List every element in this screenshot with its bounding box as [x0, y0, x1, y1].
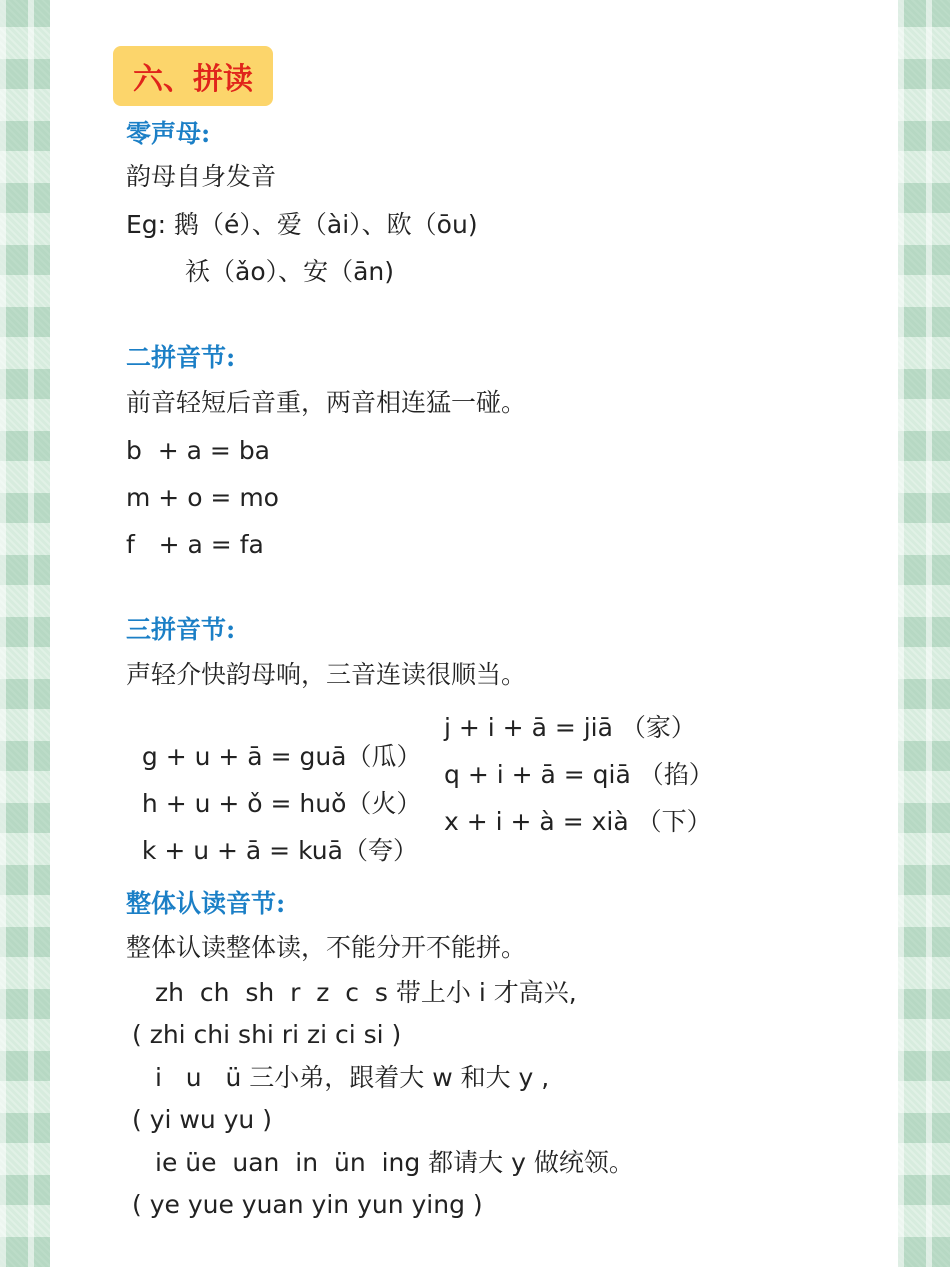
whole-read-line: ( ye yue yuan yin yun ying )	[132, 1190, 483, 1219]
whole-read-line: ( zhi chi shi ri zi ci si )	[132, 1020, 402, 1049]
three-part-example-right: j + i + ā = jiā （家）	[444, 713, 696, 742]
zero-initial-example-1: Eg: 鹅（é）、爱（ài）、欧（ōu)	[126, 210, 478, 239]
whole-read-line: ( yi wu yu )	[132, 1105, 272, 1134]
three-part-example-left: k + u + ā = kuā（夸）	[141, 836, 418, 865]
whole-read-line: i u ü 三小弟，跟着大 w 和大 y ,	[155, 1063, 550, 1092]
section-title: 六、拼读	[133, 62, 253, 97]
three-part-row	[126, 802, 766, 896]
whole-read-rule: 整体认读整体读，不能分开不能拼。	[126, 933, 527, 962]
three-part-example-right: x + i + à = xià （下）	[444, 807, 712, 836]
zero-initial-desc: 韵母自身发音	[126, 162, 277, 191]
three-part-rule: 声轻介快韵母响，三音连读很顺当。	[126, 660, 527, 689]
whole-read-line: ie üe uan in ün ing 都请大 y 做统领。	[155, 1148, 634, 1177]
two-part-rule: 前音轻短后音重，两音相连猛一碰。	[126, 388, 527, 417]
zero-initial-example-2: 袄（ǎo）、安（ān)	[185, 257, 395, 286]
left-decorative-border	[0, 0, 50, 1267]
two-part-example: m + o = mo	[126, 483, 279, 512]
three-part-example-left: h + u + ǒ = huǒ（火）	[141, 789, 422, 818]
three-part-example-left: g + u + ā = guā（瓜）	[141, 742, 422, 771]
three-part-example-right: q + i + ā = qiā （掐）	[444, 760, 714, 789]
section-title-badge	[113, 46, 273, 106]
two-part-example: b + a = ba	[126, 436, 271, 465]
whole-read-line: zh ch sh r z c s 带上小 i 才高兴,	[155, 978, 577, 1007]
whole-read-heading: 整体认读音节:	[126, 889, 286, 918]
two-part-heading: 二拼音节:	[126, 343, 236, 372]
zero-initial-heading: 零声母:	[126, 119, 211, 148]
two-part-example: f + a = fa	[126, 530, 264, 559]
right-decorative-border	[898, 0, 950, 1267]
three-part-heading: 三拼音节:	[126, 615, 236, 644]
